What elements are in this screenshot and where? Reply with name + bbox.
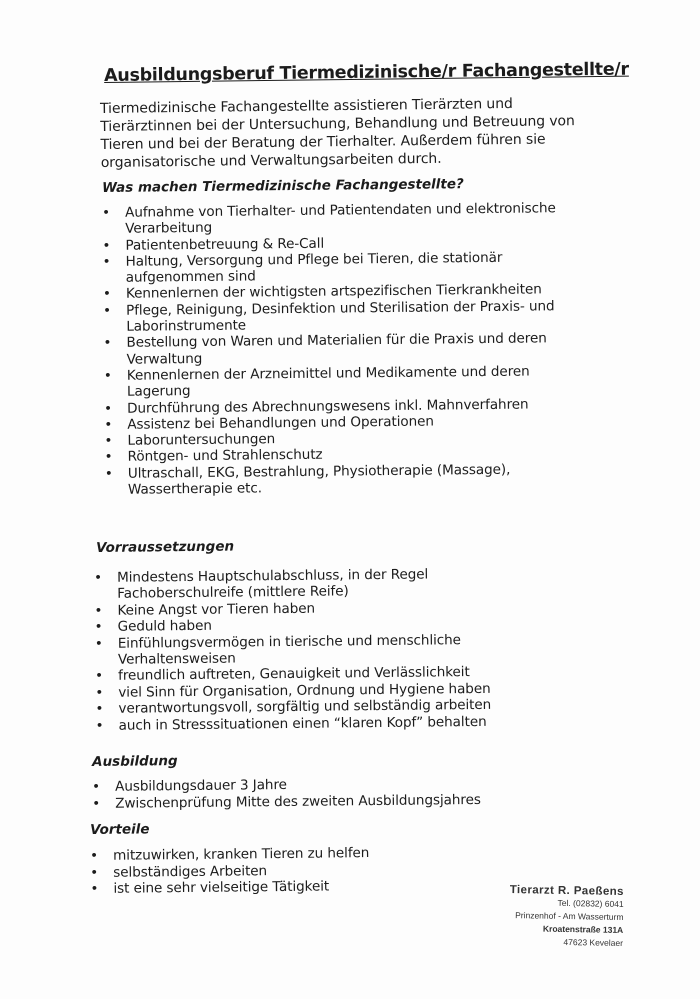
list-item: • Geduld haben xyxy=(95,614,555,635)
list-item: • Laboruntersuchungen xyxy=(104,428,579,449)
list-item: • mitzuwirken, kranken Tieren zu helfen xyxy=(90,844,490,865)
list-item: • Bestellung von Waren und Materialien für die Praxis und deren Verwaltung xyxy=(103,330,578,368)
list-item: • Patientenbetreuung & Re-Call xyxy=(102,233,577,254)
list-item: • Kennenlernen der wichtigsten artspezifischen Tierkrankheiten xyxy=(103,282,578,303)
list-item: • Assistenz bei Behandlungen und Operationen xyxy=(104,412,579,433)
list-item: • ist eine sehr vielseitige Tätigkeit xyxy=(90,877,490,898)
practice-stamp xyxy=(483,884,624,950)
stamp-street: Kroatenstraße 131A xyxy=(542,923,624,935)
section-heading-tasks: Was machen Tiermedizinische Fachangestellte? xyxy=(102,176,464,196)
list-item: • Keine Angst vor Tieren haben xyxy=(94,598,554,619)
requirements-list xyxy=(94,565,556,734)
list-item: • Kennenlernen der Arzneimittel und Medikamente und deren Lagerung xyxy=(104,363,579,401)
list-item: • Zwischenprüfung Mitte des zweiten Ausbildungsjahres xyxy=(92,791,552,812)
stamp-name: Tierarzt R. Paeßens xyxy=(509,884,624,898)
stamp-location: Prinzenhof - Am Wasserturm xyxy=(515,910,624,922)
stamp-phone: Tel. (02832) 6041 xyxy=(557,897,624,909)
list-item: • Ultraschall, EKG, Bestrahlung, Physiotherapie (Massage), Wassertherapie etc. xyxy=(105,461,580,499)
list-item: • Röntgen- und Strahlenschutz xyxy=(105,444,580,465)
list-item: • Pflege, Reinigung, Desinfektion und Sterilisation der Praxis- und Laborinstrumente xyxy=(103,298,578,336)
section-heading-requirements: Vorraussetzungen xyxy=(96,538,235,556)
list-item: • Haltung, Versorgung und Pflege bei Tieren, die stationär aufgenommen sind xyxy=(103,249,578,287)
stamp-city: 47623 Kevelaer xyxy=(563,936,624,948)
document-title: Ausbildungsberuf Tiermedizinische/r Fachangestellte/r xyxy=(104,59,629,86)
advantages-list xyxy=(90,844,490,898)
tasks-list xyxy=(102,200,580,498)
list-item: • Mindestens Hauptschulabschluss, in der Regel Fachoberschulreife (mittlere Reife) xyxy=(94,565,554,603)
list-item: • auch in Stresssituationen einen “klaren Kopf” behalten xyxy=(96,713,556,734)
section-heading-advantages: Vorteile xyxy=(90,821,150,838)
list-item: • selbständiges Arbeiten xyxy=(90,860,490,881)
list-item: • Einfühlungsvermögen in tierische und menschliche Verhaltensweisen xyxy=(95,631,555,669)
intro-paragraph: Tiermedizinische Fachangestellte assistieren Tierärzten und Tierärztinnen bei der Untersuchung, Behandlung und Betreuung von Tieren und bei der Beratung der Tierhalter. Außerdem führen sie organisatorische und Verwaltungsarbeiten durch. xyxy=(100,95,575,171)
list-item: • Aufnahme von Tierhalter- und Patientendaten und elektronische Verarbeitung xyxy=(102,200,577,238)
section-heading-training: Ausbildung xyxy=(92,753,178,770)
list-item: • verantwortungsvoll, sorgfältig und selbständig arbeiten xyxy=(95,696,555,717)
list-item: • Durchführung des Abrechnungswesens inkl. Mahnverfahren xyxy=(104,396,579,417)
list-item: • Ausbildungsdauer 3 Jahre xyxy=(92,774,552,795)
training-list xyxy=(92,774,552,812)
list-item: • viel Sinn für Organisation, Ordnung und Hygiene haben xyxy=(95,680,555,701)
list-item: • freundlich auftreten, Genauigkeit und Verlässlichkeit xyxy=(95,664,555,685)
